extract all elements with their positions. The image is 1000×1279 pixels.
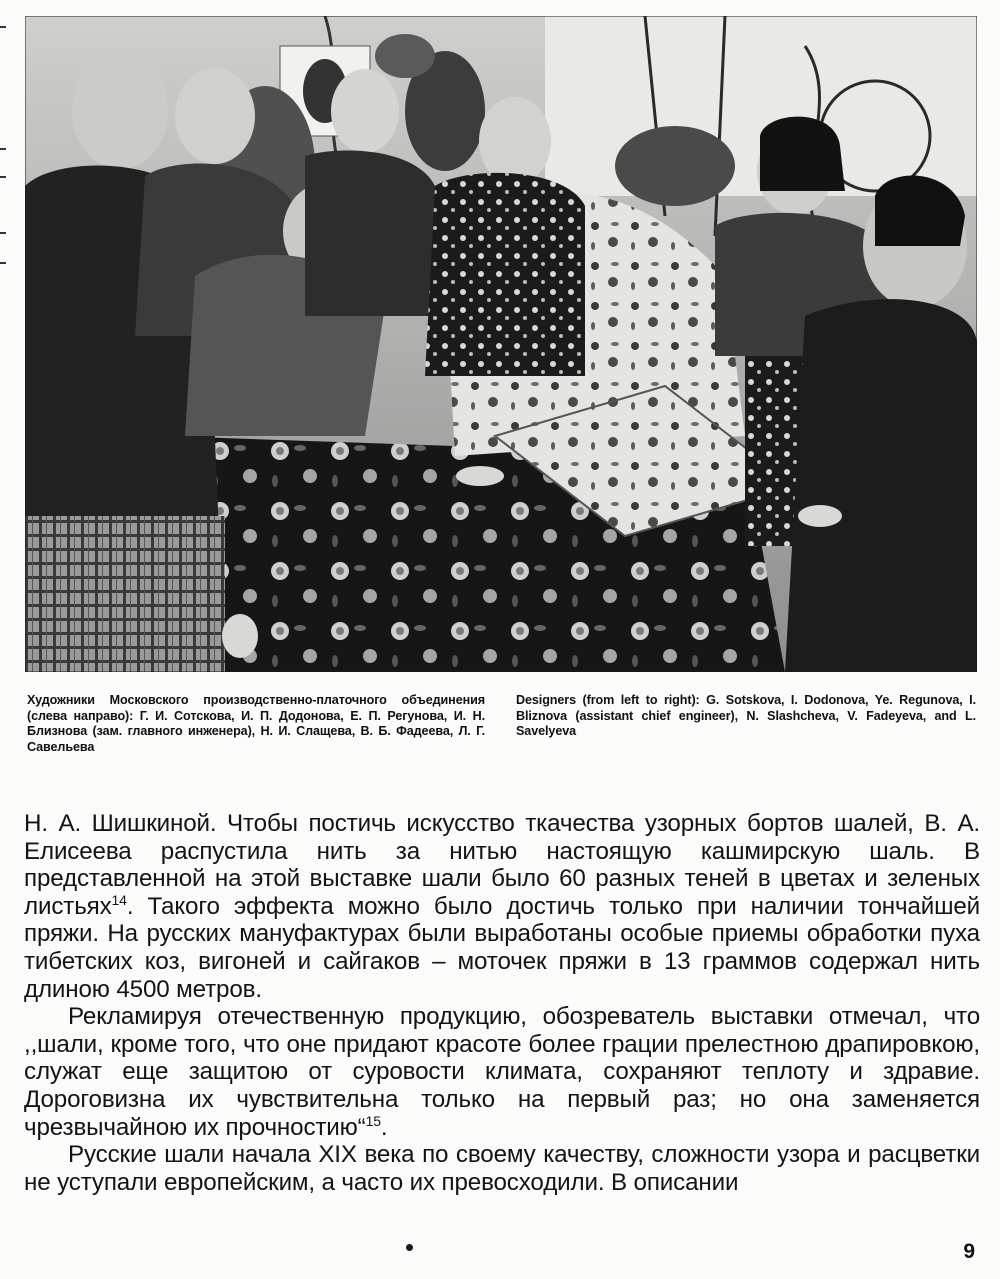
scan-mark — [0, 262, 6, 264]
photo-caption-russian: Художники Московского производственно-платочного объединения (слева направо): Г. И. Сотскова, И. П. Додонова, Е. П. Регунова, И. Н. Близнова (зам. главного инженера), Н. И. Слащева, В. Б. Фадеева, Л. Г. Савельева — [27, 693, 485, 754]
page-number: 9 — [963, 1240, 975, 1263]
bullet-mark — [406, 1244, 413, 1251]
footnote-ref-14: 14 — [111, 891, 127, 908]
photo-caption-english: Designers (from left to right): G. Sotskova, I. Dodonova, Ye. Regunova, I. Bliznova (assistant chief engineer), N. Slashcheva, V. Fadeyeva, and L. Savelyeva — [516, 693, 976, 738]
paragraph-2 — [24, 1003, 980, 1141]
paragraph-1-text-b: . Такого эффекта можно было достичь только при наличии тончайшей пряжи. На русских мануфактурах были выработаны особые приемы обработки пуха тибетских коз, вигоней и сайгаков – моточек пряжи в 13 граммов содержал нить длиною 4500 метров. — [24, 892, 980, 1003]
paragraph-3: Русские шали начала XIX века по своему качеству, сложности узора и расцветки не уступали европейским, а часто их превосходили. В описании — [24, 1141, 980, 1196]
article-body — [24, 810, 980, 1196]
scan-mark — [0, 176, 6, 178]
photo-group-of-designers-with-shawls-icon — [25, 16, 977, 672]
scan-mark — [0, 232, 6, 234]
paragraph-1-text-a: Н. А. Шишкиной. Чтобы постичь искусство ткачества узорных бортов шалей, В. А. Елисеева распустила нить за нитью настоящую кашмирскую шаль. В представленной на этой выставке шали было 60 разных теней в цветах и зеленых листьях — [24, 810, 980, 920]
paragraph-2-text-b: . — [380, 1113, 388, 1141]
scan-mark — [0, 148, 6, 150]
scan-mark — [0, 26, 6, 28]
group-photo — [25, 16, 977, 672]
paragraph-1 — [24, 810, 980, 1003]
paragraph-2-text-a: Рекламируя отечественную продукцию, обозреватель выставки отмечал, что ,,шали, кроме того, что оне придают красоте более грации прелестною драпировкою, служат еще защитою от суровости климата, сохраняют теплоту и здравие. Дороговизна их чувствительна только на первый раз; но она заменяется чрезвычайною их прочностию“ — [24, 1003, 980, 1141]
footnote-ref-15: 15 — [365, 1112, 381, 1129]
